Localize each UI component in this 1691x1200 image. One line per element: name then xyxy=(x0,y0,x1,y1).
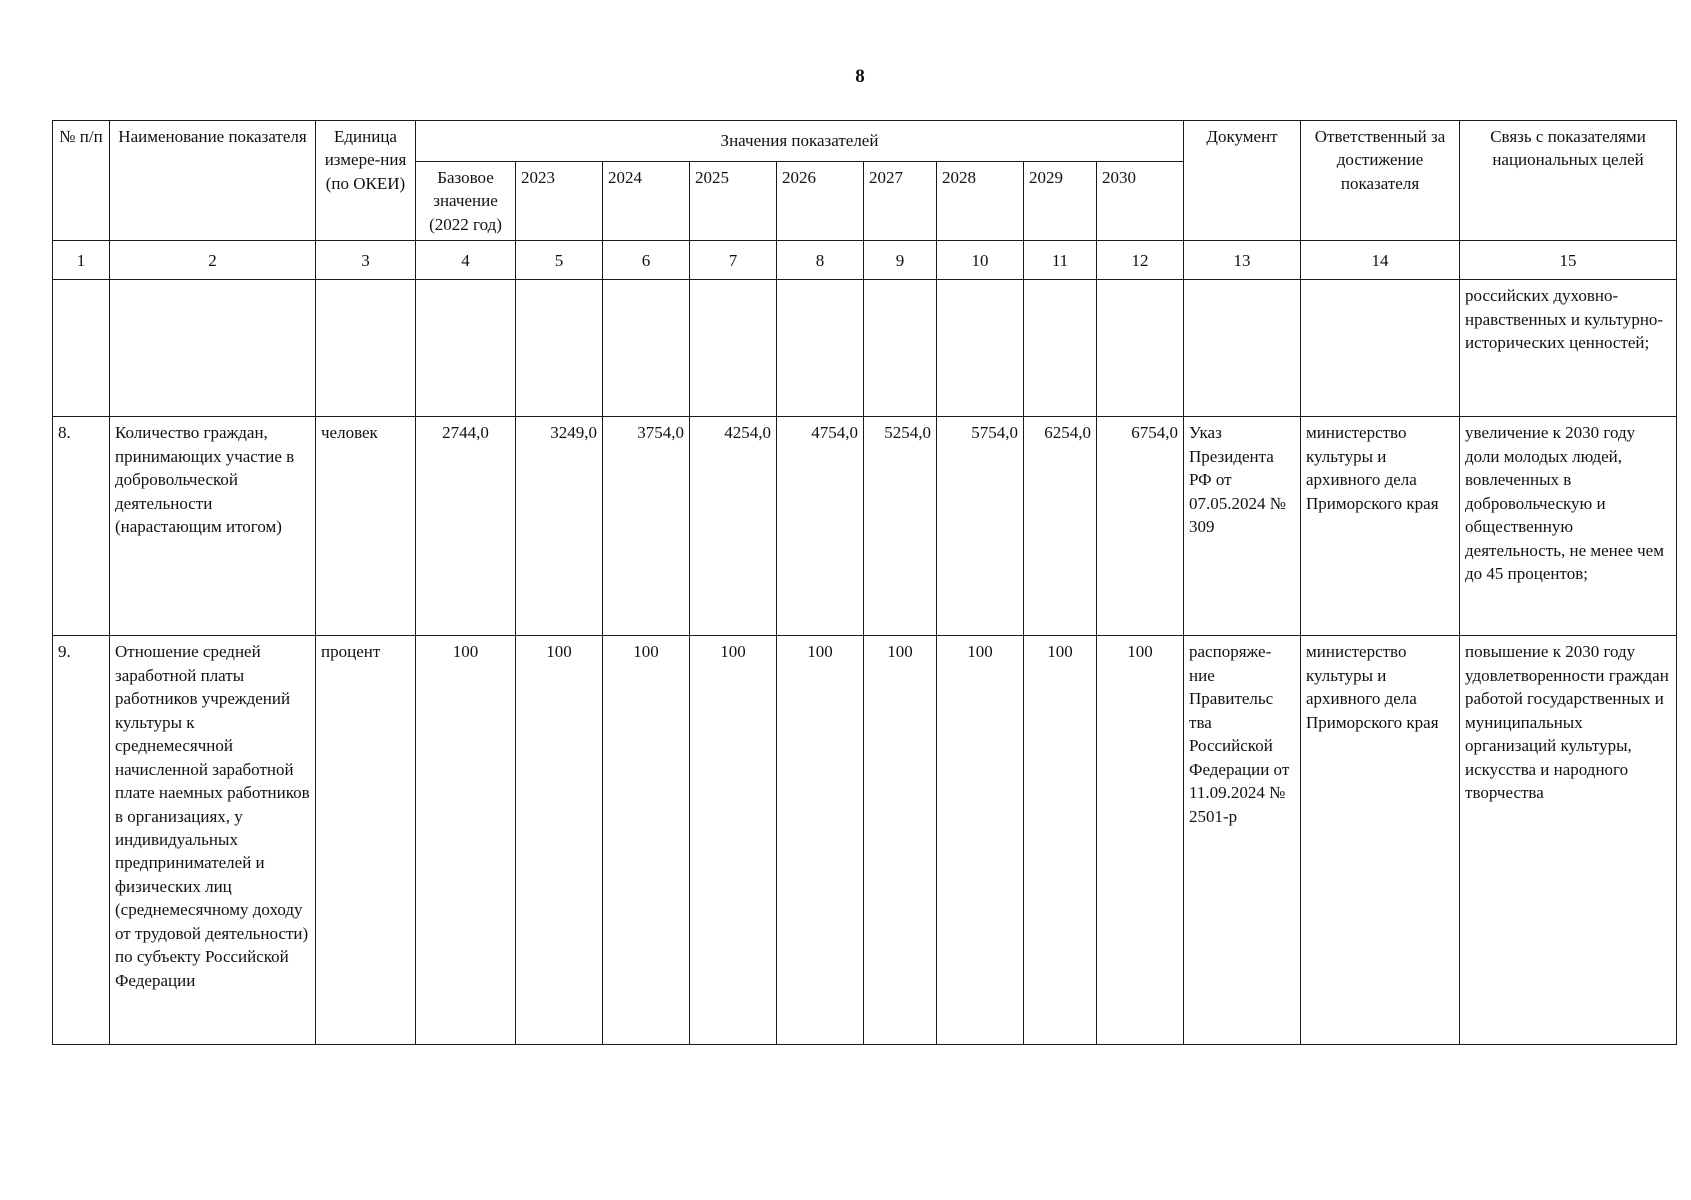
responsible-cell: министерство культуры и архивного дела Приморского края xyxy=(1301,636,1460,1045)
header-year: 2025 xyxy=(690,162,777,241)
header-year: 2027 xyxy=(864,162,937,241)
value-cell: 6754,0 xyxy=(1097,417,1184,636)
column-number: 12 xyxy=(1097,241,1184,280)
column-number: 13 xyxy=(1184,241,1301,280)
value-cell: 100 xyxy=(864,636,937,1045)
value-cell: 4754,0 xyxy=(777,417,864,636)
value-cell: 2744,0 xyxy=(416,417,516,636)
empty-cell xyxy=(53,280,110,417)
column-number: 15 xyxy=(1460,241,1677,280)
header-year: 2026 xyxy=(777,162,864,241)
header-unit: Единица измере-ния (по ОКЕИ) xyxy=(316,121,416,241)
header-name: Наименование показателя xyxy=(110,121,316,241)
indicators-table xyxy=(52,120,1677,1045)
continuation-row xyxy=(53,280,1677,417)
column-number: 4 xyxy=(416,241,516,280)
header-document: Документ xyxy=(1184,121,1301,241)
indicator-name: Количество граждан, принимающих участие в добровольческой деятельности (нарастающим итогом) xyxy=(110,417,316,636)
header-base: Базовое значение (2022 год) xyxy=(416,162,516,241)
value-cell: 100 xyxy=(777,636,864,1045)
column-number: 1 xyxy=(53,241,110,280)
value-cell: 100 xyxy=(690,636,777,1045)
empty-cell xyxy=(1184,280,1301,417)
document-cell: Указ Президента РФ от 07.05.2024 № 309 xyxy=(1184,417,1301,636)
header-year: 2030 xyxy=(1097,162,1184,241)
header-link: Связь с показателями национальных целей xyxy=(1460,121,1677,241)
empty-cell xyxy=(1097,280,1184,417)
value-cell: 100 xyxy=(1097,636,1184,1045)
value-cell: 100 xyxy=(416,636,516,1045)
value-cell: 5254,0 xyxy=(864,417,937,636)
unit-cell: человек xyxy=(316,417,416,636)
empty-cell xyxy=(1024,280,1097,417)
column-number: 6 xyxy=(603,241,690,280)
page-number: 8 xyxy=(855,66,865,87)
column-number: 8 xyxy=(777,241,864,280)
column-number: 7 xyxy=(690,241,777,280)
header-year: 2028 xyxy=(937,162,1024,241)
header-year: 2024 xyxy=(603,162,690,241)
table-row xyxy=(53,636,1677,1045)
column-number: 9 xyxy=(864,241,937,280)
column-number: 11 xyxy=(1024,241,1097,280)
value-cell: 6254,0 xyxy=(1024,417,1097,636)
column-number: 2 xyxy=(110,241,316,280)
empty-cell xyxy=(690,280,777,417)
value-cell: 5754,0 xyxy=(937,417,1024,636)
empty-cell xyxy=(603,280,690,417)
empty-cell xyxy=(864,280,937,417)
value-cell: 100 xyxy=(603,636,690,1045)
link-cell: повышение к 2030 году удовлетворенности граждан работой государственных и муниципальных организаций культуры, искусства и народного творчества xyxy=(1460,636,1677,1045)
header-num: № п/п xyxy=(53,121,110,241)
column-number: 3 xyxy=(316,241,416,280)
responsible-cell: министерство культуры и архивного дела Приморского края xyxy=(1301,417,1460,636)
value-cell: 100 xyxy=(516,636,603,1045)
table-row xyxy=(53,417,1677,636)
value-cell: 3754,0 xyxy=(603,417,690,636)
header-year: 2029 xyxy=(1024,162,1097,241)
header-year: 2023 xyxy=(516,162,603,241)
value-cell: 100 xyxy=(937,636,1024,1045)
empty-cell xyxy=(1301,280,1460,417)
column-number: 14 xyxy=(1301,241,1460,280)
header-row-top xyxy=(53,121,1677,162)
document-cell: распоряже-ние Правительс тва Российской Федерации от 11.09.2024 № 2501-р xyxy=(1184,636,1301,1045)
row-number: 8. xyxy=(53,417,110,636)
empty-cell xyxy=(777,280,864,417)
column-number-row xyxy=(53,241,1677,280)
unit-cell: процент xyxy=(316,636,416,1045)
header-responsible: Ответственный за достижение показателя xyxy=(1301,121,1460,241)
value-cell: 4254,0 xyxy=(690,417,777,636)
link-cell: российских духовно-нравственных и культурно-исторических ценностей; xyxy=(1460,280,1677,417)
indicator-name: Отношение средней заработной платы работников учреждений культуры к среднемесячной начисленной заработной плате наемных работников в организациях, у индивидуальных предпринимателей и физических лиц (среднемесячному доходу от трудовой деятельности) по субъекту Российской Федерации xyxy=(110,636,316,1045)
column-number: 10 xyxy=(937,241,1024,280)
empty-cell xyxy=(516,280,603,417)
column-number: 5 xyxy=(516,241,603,280)
empty-cell xyxy=(937,280,1024,417)
empty-cell xyxy=(110,280,316,417)
link-cell: увеличение к 2030 году доли молодых людей, вовлеченных в добровольческую и общественную деятельность, не менее чем до 45 процентов; xyxy=(1460,417,1677,636)
value-cell: 3249,0 xyxy=(516,417,603,636)
empty-cell xyxy=(416,280,516,417)
empty-cell xyxy=(316,280,416,417)
value-cell: 100 xyxy=(1024,636,1097,1045)
header-values-group: Значения показателей xyxy=(416,121,1184,162)
row-number: 9. xyxy=(53,636,110,1045)
